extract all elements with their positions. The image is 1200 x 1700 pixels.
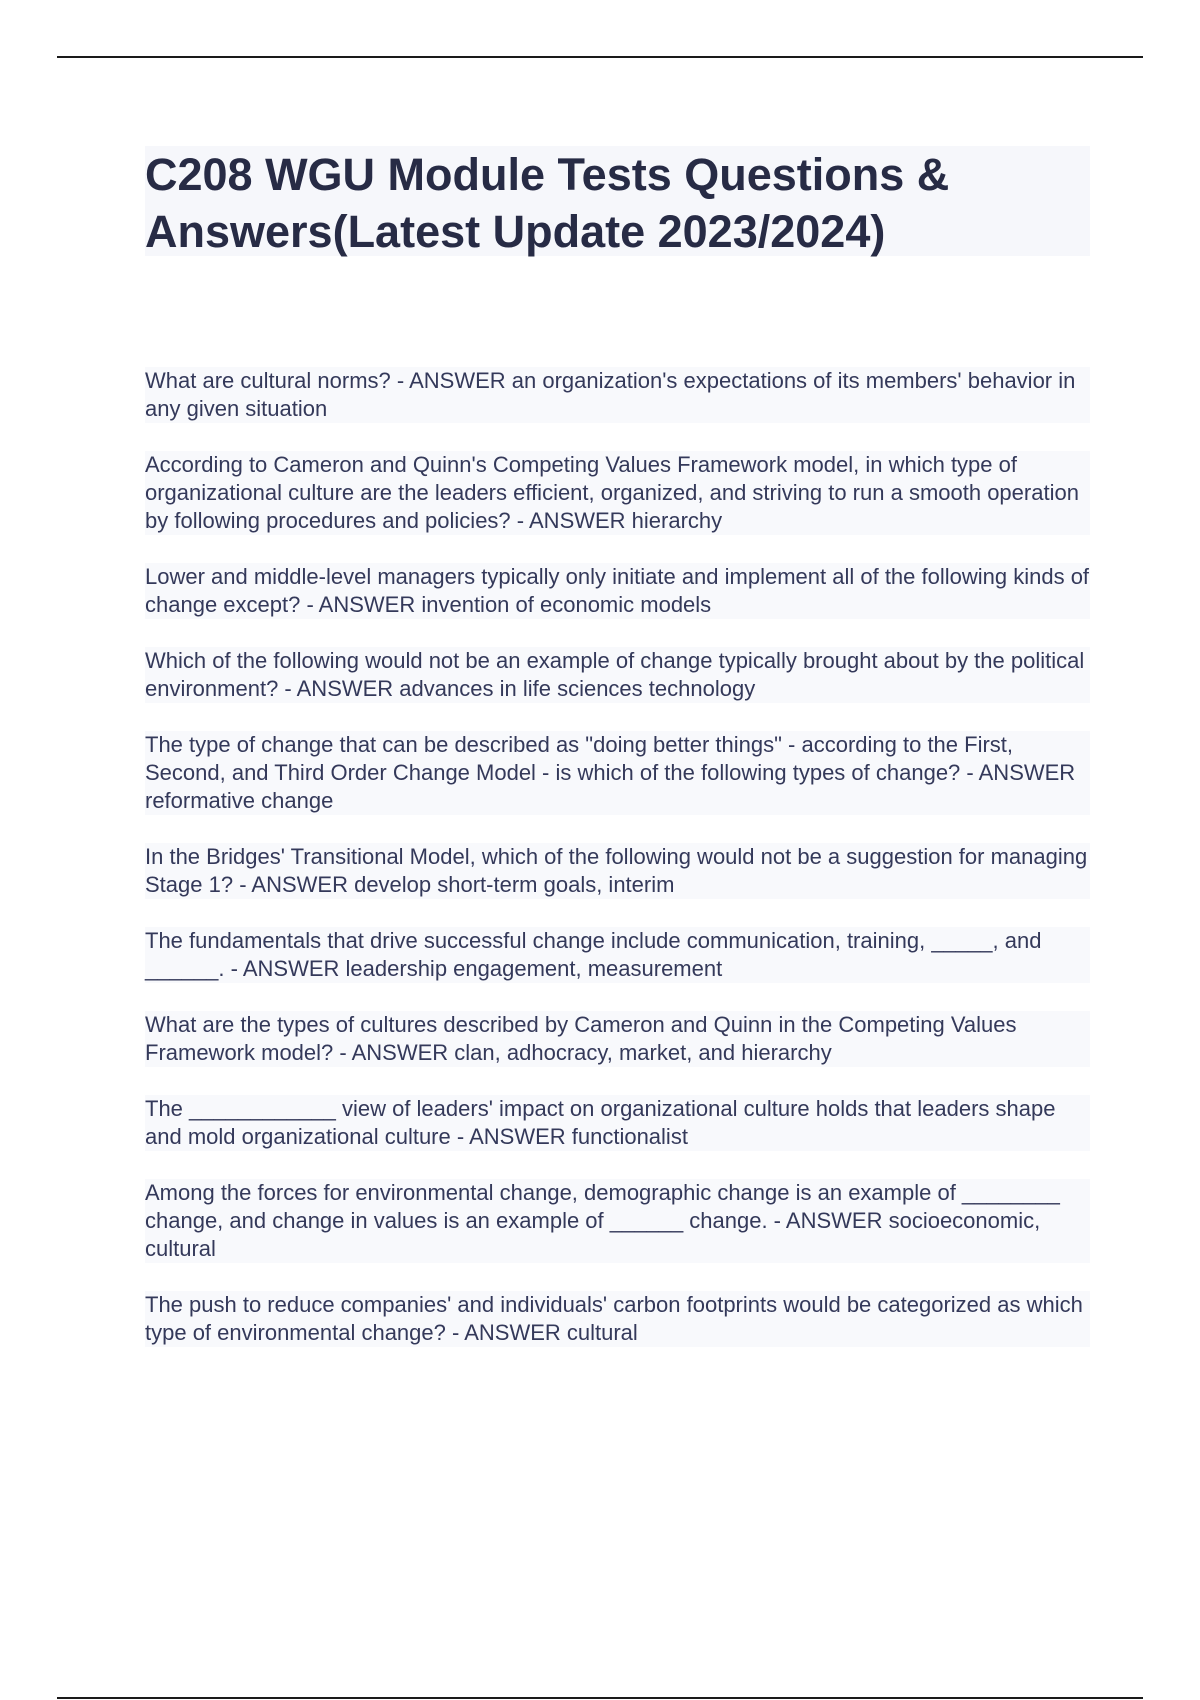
qa-item-5: The type of change that can be described as "doing better things" - according to the First, Second, and Third Order Change Model - is which of the following types of change? - ANSWER reformative change <box>145 731 1090 815</box>
qa-item-4: Which of the following would not be an example of change typically brought about by the political environment? - ANSWER advances in life sciences technology <box>145 647 1090 703</box>
qa-item-8: What are the types of cultures described by Cameron and Quinn in the Competing Values Framework model? - ANSWER clan, adhocracy, market, and hierarchy <box>145 1011 1090 1067</box>
qa-list <box>145 367 1090 1375</box>
qa-item-11: The push to reduce companies' and individuals' carbon footprints would be categorized as which type of environmental change? - ANSWER cultural <box>145 1291 1090 1347</box>
qa-item-2: According to Cameron and Quinn's Competing Values Framework model, in which type of organizational culture are the leaders efficient, organized, and striving to run a smooth operation by following procedures and policies? - ANSWER hierarchy <box>145 451 1090 535</box>
qa-item-7: The fundamentals that drive successful change include communication, training, _____, and ______. - ANSWER leadership engagement, measurement <box>145 927 1090 983</box>
document-title: C208 WGU Module Tests Questions & Answers(Latest Update 2023/2024) <box>145 149 950 257</box>
qa-item-6: In the Bridges' Transitional Model, which of the following would not be a suggestion for managing Stage 1? - ANSWER develop short-term goals, interim <box>145 843 1090 899</box>
title-block <box>145 146 1090 256</box>
bottom-rule <box>57 1697 1143 1699</box>
top-rule <box>57 56 1143 58</box>
qa-item-10: Among the forces for environmental change, demographic change is an example of ________ change, and change in values is an example of ______ change. - ANSWER socioeconomic, cultural <box>145 1179 1090 1263</box>
qa-item-3: Lower and middle-level managers typically only initiate and implement all of the following kinds of change except? - ANSWER invention of economic models <box>145 564 1090 617</box>
qa-item-9: The ____________ view of leaders' impact on organizational culture holds that leaders shape and mold organizational culture - ANSWER functionalist <box>145 1095 1090 1151</box>
qa-item-1: What are cultural norms? - ANSWER an organization's expectations of its members' behavior in any given situation <box>145 367 1090 423</box>
